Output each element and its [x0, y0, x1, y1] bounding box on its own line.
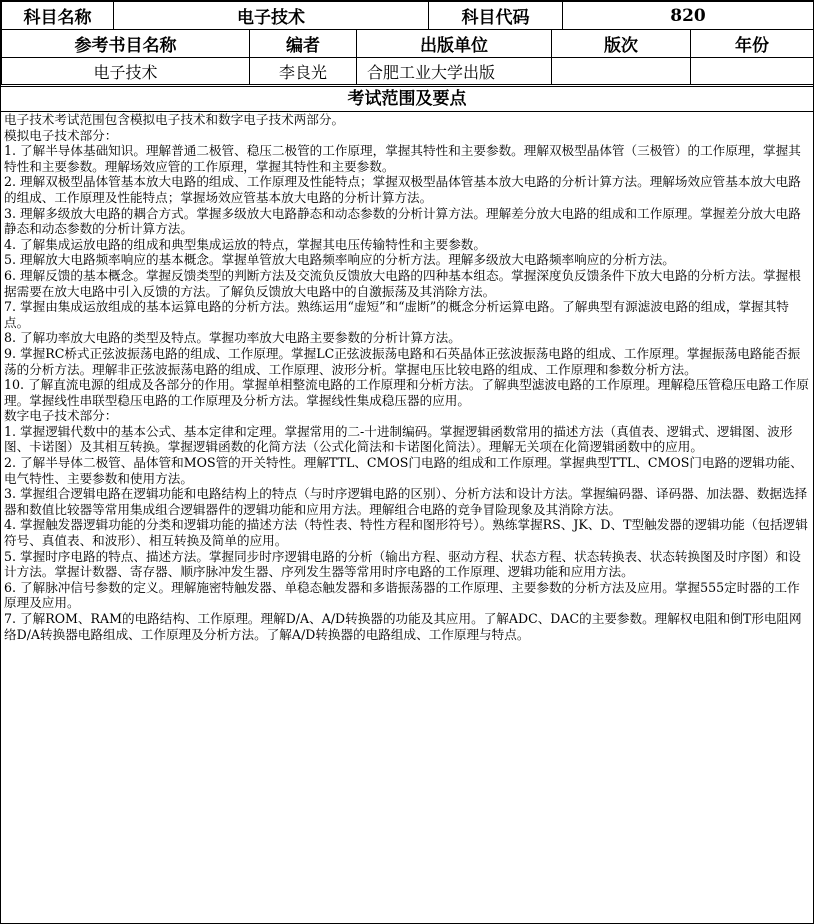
- syllabus-paragraph: 模拟电子技术部分：: [4, 127, 118, 143]
- publisher-label: 出版单位: [357, 30, 552, 58]
- edition-value: [552, 58, 691, 85]
- syllabus-paragraph: 6. 了解脉冲信号参数的定义。理解施密特触发器、单稳态触发器和多谐振荡器的工作原理、主要参数的分析方法及应用。掌握555定时器的工作原理及应用。: [4, 579, 800, 611]
- subject-name-label: 科目名称: [2, 2, 114, 30]
- publisher-value: 合肥工业大学出版: [357, 58, 552, 85]
- section-title: 考试范围及要点: [1, 86, 813, 112]
- syllabus-paragraph: 5. 理解放大电路频率响应的基本概念。掌握单管放大电路频率响应的分析方法。理解多级放大电路频率响应的分析方法。: [4, 252, 675, 268]
- author-label: 编者: [250, 30, 357, 58]
- syllabus-paragraph: 4. 掌握触发器逻辑功能的分类和逻辑功能的描述方法（特性表、特性方程和图形符号）。熟练掌握RS、JK、D、T型触发器的逻辑功能（包括逻辑符号、真值表、和波形）、相互转换及简单的应用。: [4, 517, 808, 549]
- syllabus-paragraph: 2. 理解双极型晶体管基本放大电路的组成、工作原理及性能特点；掌握双极型晶体管基本放大电路的分析计算方法。理解场效应管基本放大电路的组成、工作原理及性能特点；掌握场效应管基本放大电路的分析计算方法。: [4, 174, 801, 205]
- syllabus-paragraph: 5. 掌握时序电路的特点、描述方法。掌握同步时序逻辑电路的分析（输出方程、驱动方程、状态方程、状态转换表、状态转换图及时序图）和设计方法。掌握计数器、寄存器、顺序脉冲发生器、序列发生器等常用时序电路的工作原理、逻辑功能和应用方法。: [4, 548, 801, 580]
- syllabus-paragraph: 电子技术考试范围包含模拟电子技术和数字电子技术两部分。: [4, 112, 345, 127]
- subject-code-value: 820: [563, 2, 814, 30]
- subject-name-value: 电子技术: [114, 2, 429, 30]
- subject-code-label: 科目代码: [429, 2, 563, 30]
- syllabus-paragraph: 1. 掌握逻辑代数中的基本公式、基本定律和定理。掌握常用的二-十进制编码。掌握逻辑函数常用的描述方法（真值表、逻辑式、逻辑图、波形图、卡诺图）及其相互转换。掌握逻辑函数的化简方法（公式化简法和卡诺图化简法）。理解无关项在化简逻辑函数中的应用。: [4, 423, 793, 455]
- syllabus-paragraph: 2. 了解半导体二极管、晶体管和MOS管的开关特性。理解TTL、CMOS门电路的组成和工作原理。掌握典型TTL、CMOS门电路的逻辑功能、电气特性、主要参数和使用方法。: [4, 455, 803, 486]
- syllabus-paragraph: 10. 了解直流电源的组成及各部分的作用。掌握单相整流电路的工作原理和分析方法。了解典型滤波电路的工作原理。理解稳压管稳压电路工作原理。掌握线性串联型稳压电路的工作原理及分析方法。掌握线性集成稳压器的应用。: [4, 377, 809, 408]
- syllabus-content: [4, 112, 812, 920]
- author-value: 李良光: [250, 58, 357, 85]
- year-label: 年份: [691, 30, 814, 58]
- syllabus-paragraph: 数字电子技术部分：: [4, 408, 118, 424]
- syllabus-paragraph: 6. 理解反馈的基本概念。掌握反馈类型的判断方法及交流负反馈放大电路的四种基本组态。掌握深度负反馈条件下放大电路的分析方法。掌握根据需要在放大电路中引入反馈的方法。了解负反馈放大电路中的自激振荡及其消除方法。: [4, 267, 801, 299]
- syllabus-paragraph: 3. 掌握组合逻辑电路在逻辑功能和电路结构上的特点（与时序逻辑电路的区别）、分析方法和设计方法。掌握编码器、译码器、加法器、数据选择器和数值比较器等常用集成组合逻辑器件的逻辑功能和应用方法。理解组合电路的竞争冒险现象及其消除方法。: [4, 486, 808, 517]
- reference-book-label: 参考书目名称: [2, 30, 250, 58]
- year-value: [691, 58, 814, 85]
- header-table: [1, 1, 814, 85]
- syllabus-paragraph: 4. 了解集成运放电路的组成和典型集成运放的特点，掌握其电压传输特性和主要参数。: [4, 236, 486, 252]
- edition-label: 版次: [552, 30, 691, 58]
- syllabus-paragraph: 7. 掌握由集成运放组成的基本运算电路的分析方法。熟练运用“虚短”和“虚断”的概念分析运算电路。了解典型有源滤波电路的组成，掌握其特点。: [4, 299, 789, 330]
- reference-book-value: 电子技术: [2, 58, 250, 85]
- syllabus-paragraph: 1. 了解半导体基础知识。理解普通二极管、稳压二极管的工作原理，掌握其特性和主要参数。理解双极型晶体管（三极管）的工作原理，掌握其特性和主要参数。理解场效应管的工作原理，掌握其特性和主要参数。: [4, 143, 801, 174]
- syllabus-paragraph: 3. 理解多级放大电路的耦合方式。掌握多级放大电路静态和动态参数的分析计算方法。理解差分放大电路的组成和工作原理。掌握差分放大电路静态和动态参数的分析计算方法。: [4, 205, 801, 237]
- syllabus-paragraph: 8. 了解功率放大电路的类型及特点。掌握功率放大电路主要参数的分析计算方法。: [4, 330, 461, 346]
- syllabus-paragraph: 7. 了解ROM、RAM的电路结构、工作原理。理解D/A、A/D转换器的功能及其应用。了解ADC、DAC的主要参数。理解权电阻和倒T形电阻网络D/A转换器电路组成、工作原理及分析方法。了解A/D转换器的电路组成、工作原理与特点。: [4, 611, 802, 642]
- syllabus-paragraph: 9. 掌握RC桥式正弦波振荡电路的组成、工作原理。掌握LC正弦波振荡电路和石英晶体正弦波振荡电路的组成、工作原理。掌握振荡电路能否振荡的分析方法。理解非正弦波振荡电路的组成、工作原理、波形分析。掌握电压比较电路的组成、工作原理和参数分析方法。: [4, 345, 801, 377]
